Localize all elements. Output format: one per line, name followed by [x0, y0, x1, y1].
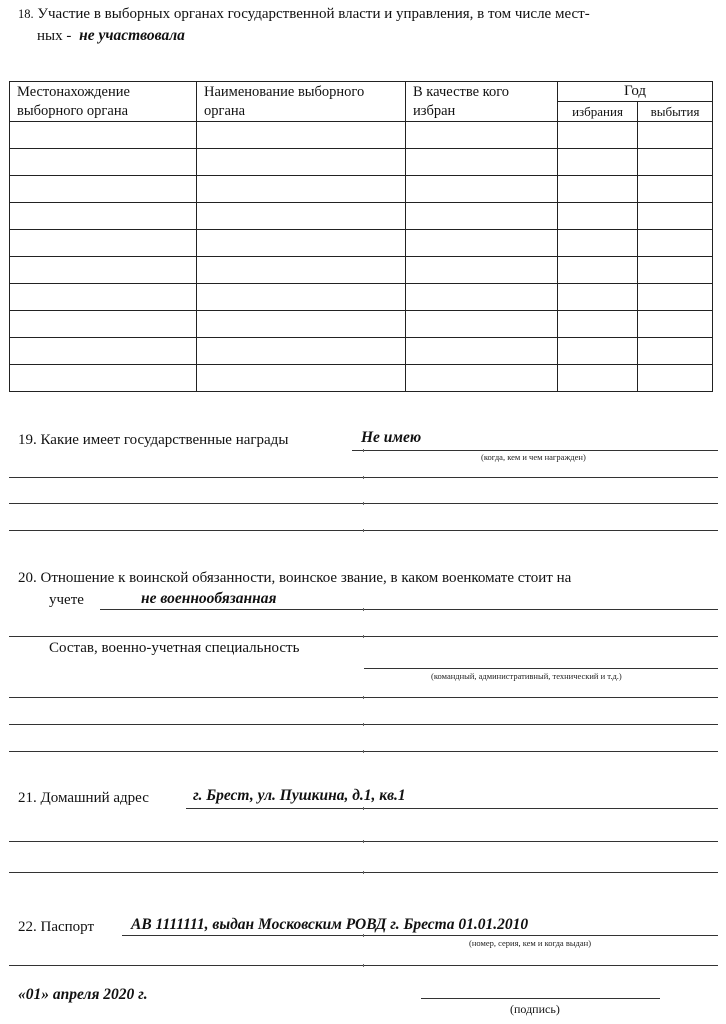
tick-mark — [363, 723, 364, 726]
table-row — [10, 338, 713, 365]
cell-role[interactable] — [406, 176, 558, 203]
header-role — [406, 82, 558, 122]
header-location-line2: выборного органа — [17, 103, 129, 119]
cell-name[interactable] — [197, 311, 406, 338]
cell-year-elected[interactable] — [558, 122, 638, 149]
section-18-answer[interactable]: не участвовала — [79, 27, 185, 44]
table-row — [10, 176, 713, 203]
cell-role[interactable] — [406, 338, 558, 365]
tick-mark — [363, 964, 364, 967]
cell-year-left[interactable] — [638, 203, 713, 230]
cell-role[interactable] — [406, 311, 558, 338]
cell-location[interactable] — [10, 149, 197, 176]
cell-location[interactable] — [10, 230, 197, 257]
section-18-line1 — [18, 5, 590, 23]
cell-year-elected[interactable] — [558, 203, 638, 230]
header-name-line1: Наименование выборного — [204, 84, 365, 100]
cell-role[interactable] — [406, 284, 558, 311]
cell-year-left[interactable] — [638, 149, 713, 176]
section-20-hint: (командный, административный, технический и т.д.) — [431, 671, 622, 681]
cell-role[interactable] — [406, 230, 558, 257]
table-row — [10, 284, 713, 311]
header-role-line2: избран — [413, 103, 456, 119]
cell-year-left[interactable] — [638, 122, 713, 149]
header-year-elected: избрания — [558, 102, 638, 122]
cell-name[interactable] — [197, 149, 406, 176]
cell-location[interactable] — [10, 284, 197, 311]
table-row — [10, 365, 713, 392]
section-19-hint: (когда, кем и чем награжден) — [481, 452, 586, 462]
cell-role[interactable] — [406, 365, 558, 392]
cell-name[interactable] — [197, 230, 406, 257]
cell-name[interactable] — [197, 203, 406, 230]
cell-year-left[interactable] — [638, 257, 713, 284]
header-location — [10, 82, 197, 122]
header-role-line1: В качестве кого — [413, 84, 510, 100]
section-22-hint: (номер, серия, кем и когда выдан) — [469, 938, 592, 948]
header-name-line2: органа — [204, 103, 246, 119]
cell-year-elected[interactable] — [558, 149, 638, 176]
cell-location[interactable] — [10, 176, 197, 203]
section-19-answer-line — [352, 450, 718, 451]
section-20-answer[interactable]: не военнообязанная — [141, 590, 277, 607]
section-21-answer-line — [186, 808, 718, 809]
tick-mark — [363, 840, 364, 843]
tick-mark — [363, 449, 364, 452]
section-20-label-line1: 20. Отношение к воинской обязанности, воинское звание, в каком военкомате стоит на — [18, 570, 572, 586]
section-22-answer[interactable]: АВ 1111111, выдан Московским РОВД г. Бреста 01.01.2010 — [131, 916, 529, 933]
tick-mark — [363, 750, 364, 753]
header-year-left: выбытия — [638, 102, 713, 122]
table-row — [10, 203, 713, 230]
section-20-specialty-label: Состав, военно-учетная специальность — [49, 640, 300, 656]
date-text[interactable]: «01» апреля 2020 г. — [18, 986, 148, 1003]
tick-mark — [363, 635, 364, 638]
cell-year-elected[interactable] — [558, 311, 638, 338]
cell-year-elected[interactable] — [558, 338, 638, 365]
cell-role[interactable] — [406, 203, 558, 230]
cell-location[interactable] — [10, 365, 197, 392]
cell-year-left[interactable] — [638, 311, 713, 338]
cell-location[interactable] — [10, 311, 197, 338]
section-19-label: 19. Какие имеет государственные награды — [18, 432, 289, 448]
elected-bodies-table — [9, 81, 713, 392]
cell-location[interactable] — [10, 203, 197, 230]
cell-year-elected[interactable] — [558, 284, 638, 311]
tick-mark — [363, 696, 364, 699]
cell-location[interactable] — [10, 338, 197, 365]
tick-mark — [363, 502, 364, 505]
section-20-specialty-line — [364, 668, 718, 669]
tick-mark — [363, 529, 364, 532]
header-year: Год — [558, 82, 713, 102]
tick-mark — [363, 871, 364, 874]
cell-role[interactable] — [406, 149, 558, 176]
signature-line[interactable] — [421, 998, 660, 999]
cell-location[interactable] — [10, 257, 197, 284]
tick-mark — [363, 608, 364, 611]
cell-year-left[interactable] — [638, 365, 713, 392]
table-row — [10, 230, 713, 257]
header-location-line1: Местонахождение — [17, 84, 130, 100]
cell-year-left[interactable] — [638, 338, 713, 365]
cell-name[interactable] — [197, 365, 406, 392]
cell-year-left[interactable] — [638, 176, 713, 203]
section-19-answer[interactable]: Не имею — [361, 429, 422, 446]
cell-name[interactable] — [197, 257, 406, 284]
cell-year-elected[interactable] — [558, 176, 638, 203]
cell-role[interactable] — [406, 122, 558, 149]
cell-name[interactable] — [197, 284, 406, 311]
cell-role[interactable] — [406, 257, 558, 284]
cell-year-left[interactable] — [638, 284, 713, 311]
table-row — [10, 122, 713, 149]
tick-mark — [363, 934, 364, 937]
section-18-label-cont: ных - — [37, 28, 72, 44]
section-20-label-line2: учете — [49, 592, 84, 608]
cell-name[interactable] — [197, 338, 406, 365]
cell-name[interactable] — [197, 122, 406, 149]
table-row — [10, 311, 713, 338]
table-row — [10, 149, 713, 176]
cell-year-left[interactable] — [638, 230, 713, 257]
section-20-answer-line — [100, 609, 718, 610]
section-21-answer[interactable]: г. Брест, ул. Пушкина, д.1, кв.1 — [193, 787, 406, 804]
section-22-label: 22. Паспорт — [18, 919, 95, 935]
section-18-line2 — [37, 27, 185, 45]
cell-year-elected[interactable] — [558, 230, 638, 257]
header-name — [197, 82, 406, 122]
section-22-answer-line — [122, 935, 718, 936]
cell-name[interactable] — [197, 176, 406, 203]
section-18-number: 18. — [18, 7, 34, 21]
cell-year-elected[interactable] — [558, 257, 638, 284]
tick-mark — [363, 476, 364, 479]
section-21-label: 21. Домашний адрес — [18, 790, 149, 806]
tick-mark — [363, 807, 364, 810]
table-row — [10, 257, 713, 284]
signature-hint: (подпись) — [510, 1002, 560, 1016]
section-18-label: Участие в выборных органах государственной власти и управления, в том числе мест- — [37, 6, 590, 22]
table-body — [10, 122, 713, 392]
cell-year-elected[interactable] — [558, 365, 638, 392]
cell-location[interactable] — [10, 122, 197, 149]
